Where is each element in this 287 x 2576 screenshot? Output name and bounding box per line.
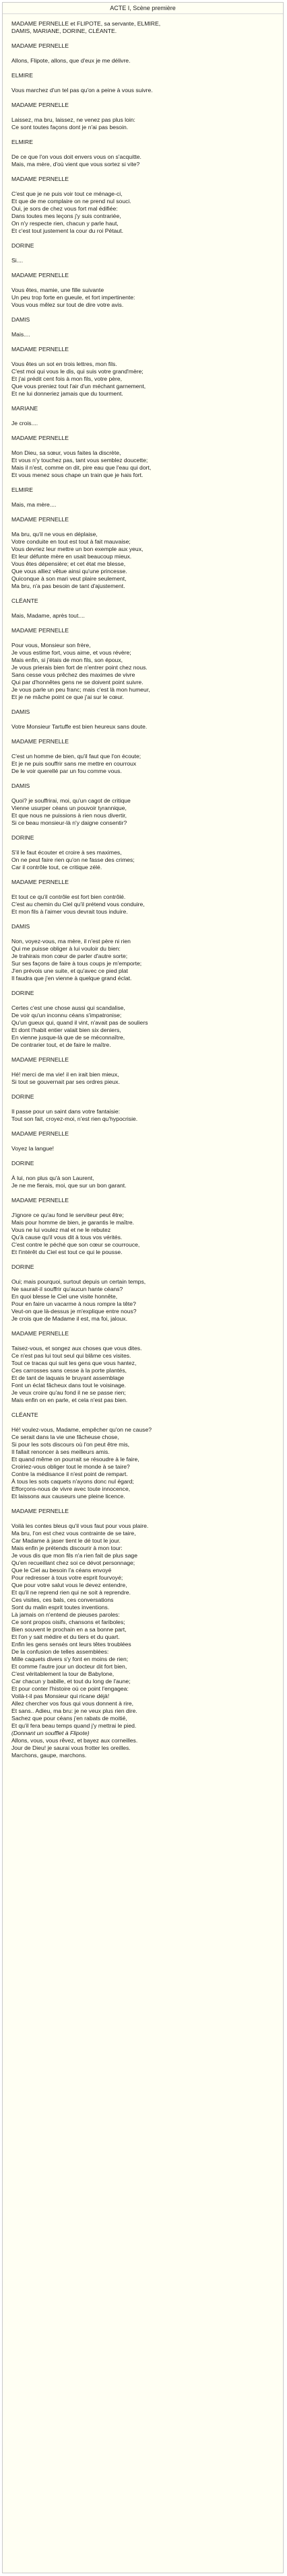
text-line: Efforçons-nous de vivre avec toute innocence, — [11, 1485, 131, 1492]
text-line: DORINE — [11, 242, 34, 249]
text-line: Mais, Madame, après tout.... — [11, 612, 85, 619]
text-line: Ma bru, n'a pas besoin de tant d'ajustement. — [11, 583, 125, 589]
text-line: Et dont l'habit entier valait bien six deniers, — [11, 1027, 121, 1033]
text-line: Croiriez-vous obliger tout le monde à se taire? — [11, 1463, 130, 1470]
text-line: Tout son fait, croyez-moi, n'est rien qu'hypocrisie. — [11, 1115, 138, 1122]
text-line: Votre conduite en tout est tout à fait mauvaise; — [11, 538, 131, 545]
text-line: Sachez que pour céans j'en rabats de moitié, — [11, 1715, 127, 1722]
text-line: Mais, ma mère.... — [11, 501, 57, 508]
text-line: Votre Monsieur Tartuffe est bien heureux sans doute. — [11, 723, 148, 730]
text-line: De ce que l'on vous doit envers vous on s'acquitte. — [11, 153, 141, 160]
text-line: Qu'un gueux qui, quand il vint, n'avait pas de souliers — [11, 1019, 148, 1026]
text-line: Ce serait dans la vie une fâcheuse chose, — [11, 1434, 119, 1440]
text-line: Non, voyez-vous, ma mère, il n'est père ni rien — [11, 938, 131, 945]
text-line: Car chacun y babille, et tout du long de l'aune; — [11, 1678, 131, 1685]
blank-line — [11, 338, 278, 346]
text-line: Si.... — [11, 257, 24, 264]
text-line: Je veux croire qu'au fond il ne se passe rien; — [11, 1389, 126, 1396]
text-line: DORINE — [11, 1160, 34, 1167]
text-line: Tout ce tracas qui suit les gens que vous hantez, — [11, 1360, 137, 1366]
blank-line — [11, 264, 278, 272]
text-line: S'il le faut écouter et croire à ses maximes, — [11, 849, 122, 856]
text-line: Si pour les sots discours où l'on peut être mis, — [11, 1441, 130, 1448]
text-line: Vous êtes, mamie, une fille suivante — [11, 287, 104, 293]
text-line: DORINE — [11, 1093, 34, 1100]
text-line: On n'y respecte rien, chacun y parle haut, — [11, 220, 119, 227]
text-line: Bien souvent le prochain en a sa bonne part, — [11, 1626, 127, 1633]
text-line: De contrarier tout, et de faire le maître. — [11, 1041, 111, 1048]
text-line: C'est au chemin du Ciel qu'il prétend vous conduire, — [11, 901, 145, 908]
blank-line — [11, 94, 278, 102]
text-line: Marchons, gaupe, marchons. — [11, 1752, 87, 1759]
text-line: DORINE — [11, 990, 34, 996]
text-line: ELMIRE — [11, 486, 33, 493]
document-frame — [2, 2, 284, 2573]
text-line: Ces carrosses sans cesse à la porte plantés, — [11, 1367, 127, 1374]
text-line: Et qu'il fera beau temps quand j'y mettrai le pied. — [11, 1722, 137, 1729]
text-line: Et ne lui donneriez jamais que du tourment. — [11, 390, 123, 397]
text-line: Ce n'est pas lui tout seul qui blâme ces visites. — [11, 1352, 131, 1359]
text-line: MADAME PERNELLE — [11, 1056, 69, 1063]
blank-line — [11, 279, 278, 287]
text-line: De le voir querellé par un fou comme vous. — [11, 768, 122, 774]
text-line: Vous marchez d'un tel pas qu'on a peine à vous suivre. — [11, 87, 153, 94]
text-line: Mais pour homme de bien, je garantis le maître. — [11, 1219, 134, 1226]
text-line: Ce sont toutes façons dont je n'ai pas besoin. — [11, 124, 129, 131]
text-line: Vous ne lui voulez mal et ne le rebutez — [11, 1226, 111, 1233]
text-line: Voyez la langue! — [11, 1145, 55, 1152]
text-line: Et c'est tout justement la cour du roi Pétaut. — [11, 227, 123, 234]
blank-line — [11, 79, 278, 87]
text-line: Que pour votre salut vous le devez entendre, — [11, 1582, 127, 1588]
text-line: DAMIS — [11, 923, 30, 930]
text-line: En vienne jusque-là que de se méconnaître, — [11, 1034, 125, 1041]
blank-line — [11, 131, 278, 139]
text-line: C'est contre le péché que son cœur se courrouce, — [11, 1241, 140, 1248]
text-line: À tous les sots caquets n'ayons donc nul égard; — [11, 1478, 134, 1485]
text-line: Et vous n'y touchez pas, tant vous semblez doucette; — [11, 457, 148, 464]
blank-line — [11, 982, 278, 990]
text-line: Hé! voulez-vous, Madame, empêcher qu'on ne cause? — [11, 1426, 152, 1433]
text-line: Et que nous ne puissions à rien nous divertir, — [11, 812, 127, 819]
blank-line — [11, 1337, 278, 1345]
text-line: MADAME PERNELLE — [11, 879, 69, 885]
blank-line — [11, 590, 278, 597]
text-line: J'ignore ce qu'au fond le serviteur peut être; — [11, 1212, 124, 1218]
blank-line — [11, 745, 278, 753]
blank-line — [11, 109, 278, 116]
text-line: Ma bru, qu'il ne vous en déplaise, — [11, 531, 98, 538]
text-line: C'est que je ne puis voir tout ce ménage-ci, — [11, 190, 123, 197]
blank-line — [11, 494, 278, 501]
text-line: C'est un homme de bien, qu'il faut que l'on écoute; — [11, 753, 141, 760]
text-line: Et vous menez sous chape un train que je hais fort. — [11, 472, 144, 478]
text-line: Je crois que de Madame il est, ma foi, jaloux. — [11, 1315, 127, 1322]
blank-line — [11, 827, 278, 834]
blank-line — [11, 886, 278, 893]
text-line: Mais enfin, si j'étais de mon fils, son époux, — [11, 657, 123, 663]
text-line: Vous êtes dépensière; et cet état me blesse, — [11, 560, 126, 567]
text-line: Ces visites, ces bals, ces conversations — [11, 1596, 114, 1603]
text-line: Pour redresser à tous votre esprit fourvoyé; — [11, 1574, 123, 1581]
text-line: À lui, non plus qu'à son Laurent, — [11, 1175, 94, 1181]
scene-title: ACTE I, Scène première — [3, 3, 283, 14]
text-line: Je vous estime fort, vous aime, et vous révère; — [11, 649, 131, 656]
blank-line — [11, 634, 278, 642]
blank-line — [11, 183, 278, 190]
text-line: Vous vous mêlez sur tout de dire votre avis. — [11, 301, 124, 308]
blank-line — [11, 842, 278, 849]
text-line: Et sans.. Adieu, ma bru: je ne veux plus rien dire. — [11, 1707, 137, 1714]
text-line: Là jamais on n'entend de pieuses paroles: — [11, 1611, 120, 1618]
text-line: Que le Ciel au besoin l'a céans envoyé — [11, 1567, 112, 1574]
blank-line — [11, 235, 278, 242]
text-line: Il passe pour un saint dans votre fantaisie: — [11, 1108, 120, 1115]
text-line: ELMIRE — [11, 72, 33, 79]
text-line: On ne peut faire rien qu'on ne fasse des crimes; — [11, 856, 135, 863]
text-line: Un peu trop forte en gueule, et fort impertinente: — [11, 294, 135, 301]
text-line: Je vous prierais bien fort de n'entrer point chez nous. — [11, 664, 148, 671]
blank-line — [11, 1515, 278, 1522]
text-line: J'en prévois une suite, et qu'avec ce pied plat — [11, 967, 128, 974]
text-line: MADAME PERNELLE et FLIPOTE, sa servante, ELMIRE, — [11, 20, 161, 27]
text-line: Car il contrôle tout, ce critique zélé. — [11, 864, 102, 871]
text-line: Allons, vous, vous rêvez, et bayez aux corneilles. — [11, 1737, 138, 1744]
blank-line — [11, 523, 278, 531]
blank-line — [11, 1204, 278, 1212]
blank-line — [11, 353, 278, 361]
text-line: C'est moi qui vous le dis, qui suis votre grand'mère; — [11, 368, 144, 375]
blank-line — [11, 1404, 278, 1411]
text-line: Que vous alliez vêtue ainsi qu'une princesse. — [11, 568, 127, 575]
text-line: Et laissons aux causeurs une pleine licence. — [11, 1493, 125, 1500]
text-line: Mille caquets divers s'y font en moins de rien; — [11, 1656, 129, 1662]
text-line: Car Madame à jaser tient le dé tout le jour. — [11, 1537, 121, 1544]
text-line: DAMIS, MARIANE, DORINE, CLÉANTE. — [11, 28, 117, 34]
text-line: Et j'ai prédit cent fois à mon fils, votre père, — [11, 375, 123, 382]
blank-line — [11, 427, 278, 435]
text-line: Sur ses façons de faire à tous coups je m'emporte; — [11, 960, 142, 967]
text-line: Il fallait renoncer à ses meilleurs amis. — [11, 1448, 110, 1455]
text-line: Et tout ce qu'il contrôle est fort bien contrôlé. — [11, 893, 126, 900]
text-line: Qui me puisse obliger à lui vouloir du bien: — [11, 945, 121, 952]
text-line: MADAME PERNELLE — [11, 272, 69, 279]
blank-line — [11, 65, 278, 72]
text-line: Et pour conter l'histoire où ce point l'engagea: — [11, 1685, 129, 1692]
text-line: Pour en faire un vacarme à nous rompre la tête? — [11, 1300, 136, 1307]
text-line: Et qu'il ne reprend rien qui ne soit à reprendre. — [11, 1589, 131, 1596]
text-line: De voir qu'un inconnu céans s'impatronise; — [11, 1012, 122, 1019]
text-line: MADAME PERNELLE — [11, 435, 69, 441]
text-line: Et mon fils à l'aimer vous devrait tous induire. — [11, 908, 128, 915]
text-line: ELMIRE — [11, 139, 33, 145]
text-line: CLÉANTE — [11, 597, 38, 604]
blank-line — [11, 1167, 278, 1175]
text-line: Laissez, ma bru, laissez, ne venez pas plus loin: — [11, 116, 135, 123]
blank-line — [11, 731, 278, 738]
text-line: MADAME PERNELLE — [11, 1197, 69, 1204]
text-line: Qu'à cause qu'il vous dit à tous vos vérités. — [11, 1234, 123, 1241]
blank-line — [11, 1500, 278, 1508]
text-line: Et je ne mâche point ce que j'ai sur le cœur. — [11, 694, 124, 700]
blank-line — [11, 871, 278, 879]
blank-line — [11, 775, 278, 782]
text-line: Ne saurait-il souffrir qu'aucun hante céans? — [11, 1286, 123, 1292]
blank-line — [11, 250, 278, 257]
text-line: MADAME PERNELLE — [11, 346, 69, 353]
blank-line — [11, 412, 278, 420]
blank-line — [11, 1419, 278, 1426]
blank-line — [11, 605, 278, 612]
text-line: Mais enfin je prétends discourir à mon tour: — [11, 1545, 123, 1551]
blank-line — [11, 35, 278, 42]
text-line: MADAME PERNELLE — [11, 627, 69, 634]
text-line: Mais, ma mère, d'où vient que vous sortez si vite? — [11, 161, 140, 168]
blank-line — [11, 1064, 278, 1071]
blank-line — [11, 1049, 278, 1056]
blank-line — [11, 1138, 278, 1145]
text-line: MADAME PERNELLE — [11, 516, 69, 523]
blank-line — [11, 479, 278, 486]
text-line: MADAME PERNELLE — [11, 42, 69, 49]
blank-line — [11, 916, 278, 923]
text-line: MADAME PERNELLE — [11, 1508, 69, 1514]
text-line: MADAME PERNELLE — [11, 738, 69, 745]
text-line: Oui, je sors de chez vous fort mal édifiée: — [11, 205, 118, 212]
text-line: Contre la médisance il n'est point de rempart. — [11, 1471, 128, 1477]
text-line: Oui; mais pourquoi, surtout depuis un certain temps, — [11, 1278, 146, 1285]
blank-line — [11, 442, 278, 449]
text-line: Voilà les contes bleus qu'il vous faut pour vous plaire. — [11, 1522, 149, 1529]
text-line: Je ne me fierais, moi, que sur un bon garant. — [11, 1182, 127, 1189]
text-line: Si ce beau monsieur-là n'y daigne consentir? — [11, 819, 127, 826]
blank-line — [11, 309, 278, 316]
text-line: Je trahirais mon cœur de parler d'autre sorte; — [11, 953, 128, 959]
text-line: Pour vous, Monsieur son frère, — [11, 642, 91, 649]
text-line: DORINE — [11, 834, 34, 841]
text-line: Jour de Dieu! je saurai vous frotter les oreilles. — [11, 1744, 131, 1751]
text-line: Quoi? je souffrirai, moi, qu'un cagot de critique — [11, 797, 131, 804]
text-line: Et l'on y sait médire et du tiers et du quart. — [11, 1633, 120, 1640]
text-line: Vous devriez leur mettre un bon exemple aux yeux, — [11, 546, 144, 552]
text-line: MADAME PERNELLE — [11, 1130, 69, 1137]
text-line: Qui par d'honnêtes gens ne se doivent point suivre. — [11, 679, 144, 686]
blank-line — [11, 398, 278, 405]
text-line: Hé! merci de ma vie! il en irait bien mieux, — [11, 1071, 119, 1078]
blank-line — [11, 790, 278, 797]
text-line: CLÉANTE — [11, 1411, 38, 1418]
blank-line — [11, 168, 278, 176]
blank-line — [11, 1123, 278, 1130]
text-line: Qu'en recueillant chez soi ce dévot personnage; — [11, 1559, 135, 1566]
blank-line — [11, 509, 278, 516]
text-line: Allons, Flipote, allons, que d'eux je me délivre. — [11, 57, 131, 64]
blank-line — [11, 1256, 278, 1263]
text-line: Taisez-vous, et songez aux choses que vous dites. — [11, 1345, 142, 1352]
text-line: DAMIS — [11, 782, 30, 789]
text-line: MADAME PERNELLE — [11, 102, 69, 108]
text-line: DAMIS — [11, 708, 30, 715]
text-line: En quoi blesse le Ciel une visite honnête, — [11, 1293, 118, 1300]
text-line: Veut-on que là-dessus je m'explique entre nous? — [11, 1308, 137, 1315]
text-line: Et je ne puis souffrir sans me mettre en courroux — [11, 760, 137, 767]
text-line: MADAME PERNELLE — [11, 176, 69, 182]
text-line: Ce sont propos oisifs, chansons et fariboles; — [11, 1619, 125, 1625]
text-line: Mais il n'est, comme on dit, pire eau que l'eau qui dort, — [11, 464, 152, 471]
text-line: Et comme l'autre jour un docteur dit fort bien, — [11, 1663, 127, 1670]
blank-line — [11, 50, 278, 57]
text-line: MADAME PERNELLE — [11, 1330, 69, 1337]
text-line: Il faudra que j'en vienne à quelque grand éclat. — [11, 975, 132, 982]
text-line: C'est véritablement la tour de Babylone, — [11, 1670, 115, 1677]
text-line: (Donnant un soufflet à Flipote) — [11, 1730, 90, 1736]
text-line: Vous êtes un sot en trois lettres, mon fils. — [11, 361, 117, 367]
blank-line — [11, 1086, 278, 1093]
text-line: Et quand même on pourrait se résoudre à le faire, — [11, 1456, 139, 1463]
text-line: Et l'intérêt du Ciel est tout ce qui le pousse. — [11, 1249, 123, 1255]
text-line: Sont du malin esprit toutes inventions. — [11, 1604, 110, 1611]
blank-line — [11, 997, 278, 1004]
text-line: Et leur défunte mère en usait beaucoup mieux. — [11, 553, 132, 560]
blank-line — [11, 620, 278, 627]
text-line: Je crois.... — [11, 420, 38, 427]
blank-line — [11, 701, 278, 708]
blank-line — [11, 1101, 278, 1108]
text-line: Quiconque à son mari veut plaire seulement, — [11, 575, 127, 582]
text-line: Certes c'est une chose aussi qui scandalise, — [11, 1004, 125, 1011]
text-line: Et que de me complaire on ne prend nul souci. — [11, 198, 131, 205]
text-line: DORINE — [11, 1263, 34, 1270]
play-text — [3, 14, 283, 1759]
text-line: Voilà-t-il pas Monsieur qui ricane déjà! — [11, 1693, 110, 1699]
text-line: Sans cesse vous prêchez des maximes de vivre — [11, 671, 135, 678]
text-line: Que vous preniez tout l'air d'un méchant garnement, — [11, 383, 146, 390]
text-line: Mais.... — [11, 331, 30, 338]
text-line: Et de tant de laquais le bruyant assemblage — [11, 1374, 125, 1381]
text-line: Mon Dieu, sa sœur, vous faites la discrète, — [11, 449, 121, 456]
text-line: Allez chercher vos fous qui vous donnent à rire, — [11, 1700, 134, 1707]
text-line: Je vous parle un peu franc; mais c'est là mon humeur, — [11, 686, 150, 693]
text-line: Vienne usurper céans un pouvoir tyrannique, — [11, 805, 127, 811]
blank-line — [11, 1323, 278, 1330]
text-line: Je vous dis que mon fils n'a rien fait de plus sage — [11, 1552, 137, 1559]
text-line: Ma bru, l'on est chez vous contrainte de se taire, — [11, 1530, 136, 1537]
text-line: Si tout se gouvernait par ses ordres pieux. — [11, 1078, 120, 1085]
blank-line — [11, 146, 278, 153]
text-line: MARIANE — [11, 405, 38, 412]
blank-line — [11, 1152, 278, 1160]
text-line: Mais enfin on en parle, et cela n'est pas bien. — [11, 1397, 128, 1403]
blank-line — [11, 324, 278, 331]
text-line: Enfin les gens sensés ont leurs têtes troublées — [11, 1641, 131, 1648]
text-line: DAMIS — [11, 316, 30, 323]
blank-line — [11, 1271, 278, 1278]
text-line: De la confusion de telles assemblées: — [11, 1648, 109, 1655]
blank-line — [11, 1189, 278, 1197]
text-line: Font un éclat fâcheux dans tout le voisinage. — [11, 1382, 127, 1389]
blank-line — [11, 716, 278, 723]
text-line: Dans toutes mes leçons j'y suis contrariée, — [11, 213, 121, 219]
blank-line — [11, 930, 278, 938]
